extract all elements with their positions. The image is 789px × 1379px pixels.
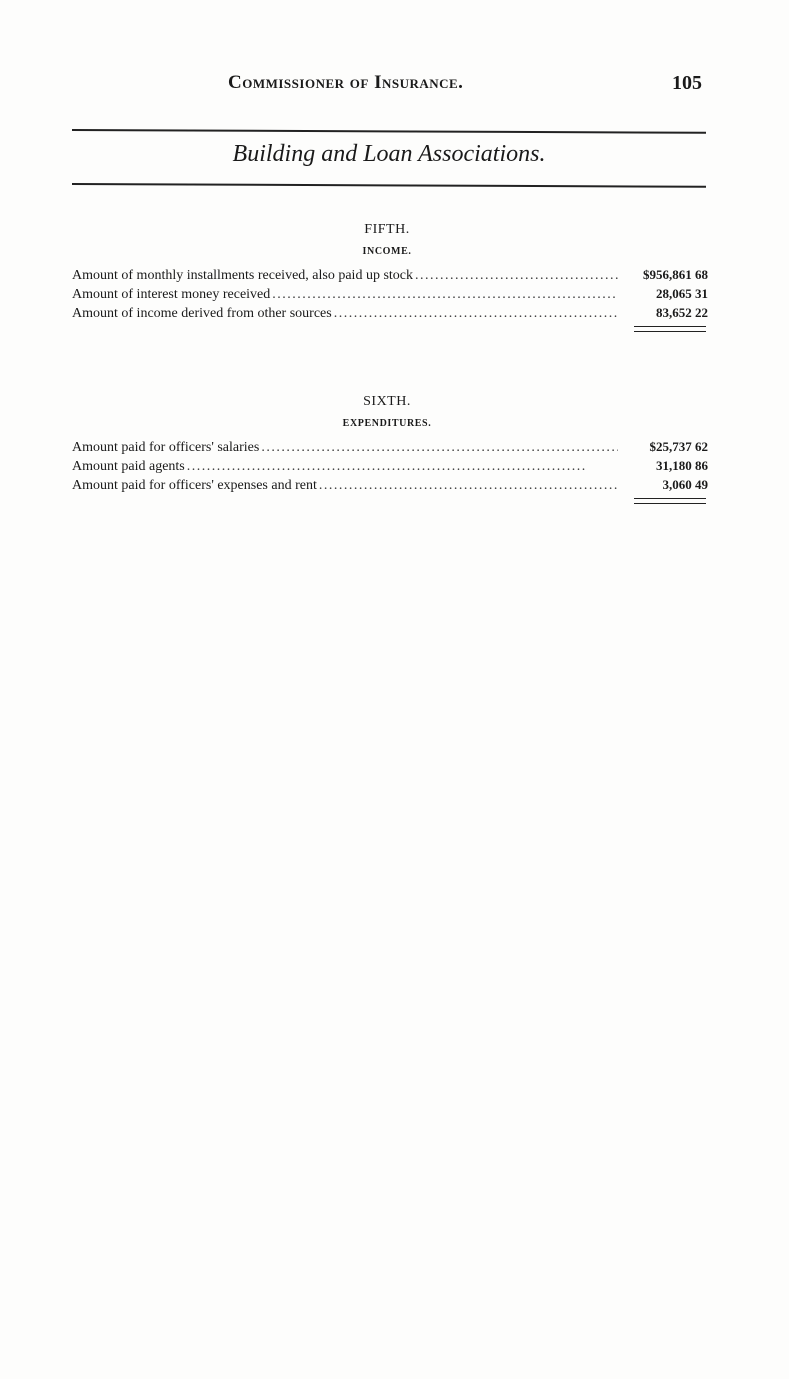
income-section [72,222,712,332]
expenditure-row [72,458,712,477]
page-number: 105 [672,72,702,94]
running-head [0,72,789,102]
expenditure-rows [72,439,712,504]
expenditure-row [72,439,712,458]
row-amount: 31,180 86 [656,458,708,473]
expenditure-row [72,477,712,496]
expenditures-section [72,394,712,504]
section-title: Building and Loan Associations. [232,141,546,167]
row-amount: $25,737 62 [649,439,708,454]
dot-leader [319,478,618,494]
section-subheading-expenditures: EXPENDITURES. [342,418,432,429]
income-row [72,305,712,324]
dot-leader [415,268,618,284]
income-row [72,267,712,286]
row-label: Amount of income derived from other sources [72,306,332,321]
row-label: Amount of interest money received [72,287,271,302]
dot-leader [272,287,618,303]
total-double-rule [634,498,706,504]
row-amount: 83,652 22 [656,305,708,320]
row-label: Amount paid agents [72,459,185,474]
dot-leader [261,440,618,456]
row-amount: 28,065 31 [656,286,708,301]
total-double-rule [634,326,706,332]
dot-leader [187,459,618,475]
section-subheading-income: INCOME. [362,246,412,257]
section-heading-fifth: FIFTH. [364,222,410,237]
running-title: Commissioner of Insurance. [228,72,464,93]
row-label: Amount of monthly installments received, also paid up stock [72,268,413,283]
income-rows [72,267,712,332]
top-rule [72,129,706,134]
income-row [72,286,712,305]
dot-leader [334,306,618,322]
row-label: Amount paid for officers' expenses and rent [72,478,317,493]
row-amount: 3,060 49 [662,477,708,492]
row-label: Amount paid for officers' salaries [72,440,260,455]
section-heading-sixth: SIXTH. [363,394,411,409]
bottom-rule [72,183,706,188]
row-amount: $956,861 68 [643,267,708,282]
